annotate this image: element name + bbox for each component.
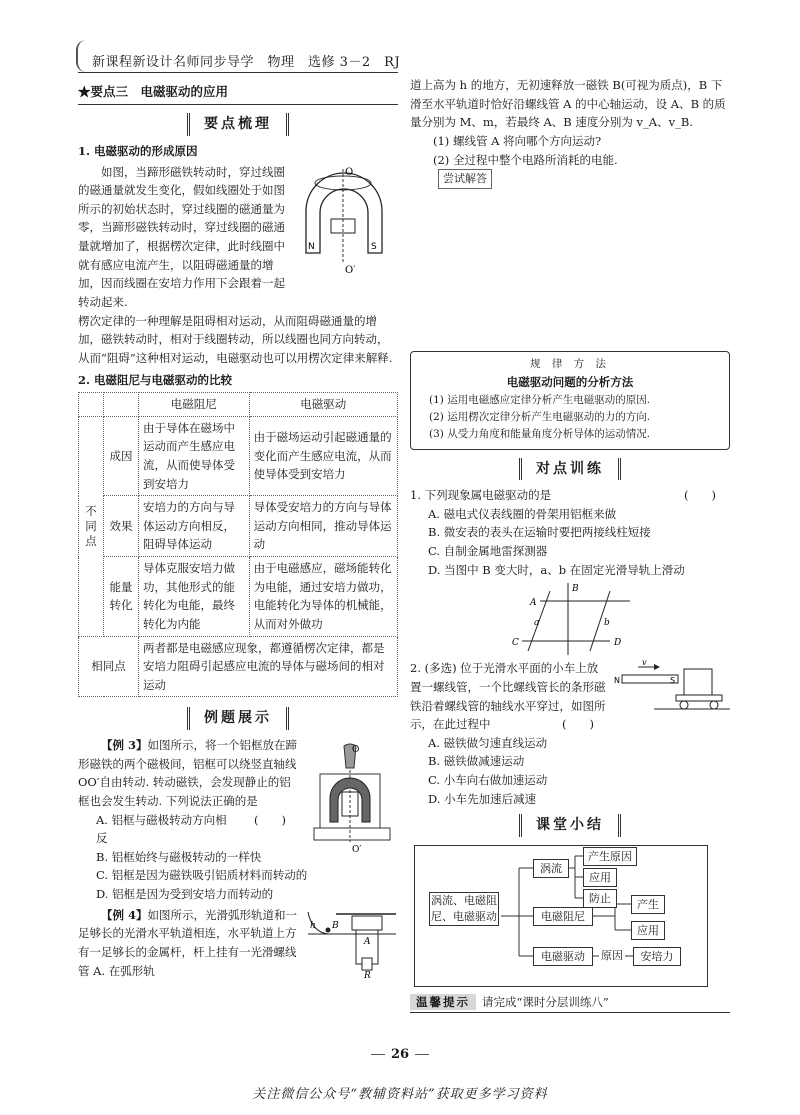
method-item: (3) 从受力角度和能量角度分析导体的运动情况. [429, 427, 651, 440]
example-4-question-2: (2) 全过程中整个电路所消耗的电能. [433, 152, 618, 167]
table-row [79, 496, 398, 557]
cart [676, 695, 722, 701]
label-a: a [534, 618, 540, 629]
answer-blank: ( ) [684, 488, 716, 503]
table-row [79, 636, 398, 697]
label-b: B [332, 920, 339, 931]
question-text: 1. 下列现象属电磁驱动的是 [410, 488, 552, 503]
label-d-cap: D [614, 638, 622, 649]
summary-item: 应用 [583, 868, 617, 887]
cell-damping: 由于导体在磁场中运动而产生感应电流，从而使导体受到安培力 [139, 416, 250, 496]
page-number: 26 [0, 1044, 800, 1065]
option-c: C. 自制金属地雷探测器 [428, 544, 548, 559]
answer-blank: ( ) [254, 812, 286, 827]
summary-damping: 电磁阻尼 [533, 907, 593, 926]
label-n: N [308, 241, 315, 252]
option-c: C. 铝框是因为磁铁吸引铝质材料而转动的 [96, 868, 308, 883]
question-1 [410, 486, 730, 579]
option-b: B. 微安表的表头在运输时要把两接线柱短接 [428, 525, 651, 540]
summary-item: 产生原因 [583, 847, 637, 866]
cell-damping: 导体克服安培力做功，其他形式的能转化为电能，最终转化为内能 [139, 557, 250, 637]
label-b: b [604, 618, 610, 629]
answer-blank: ( ) [562, 717, 594, 732]
section-heading-summary: 课堂小结 [410, 814, 730, 837]
label-s: S [371, 241, 377, 252]
header-damping: 电磁阻尼 [139, 393, 250, 417]
method-item: (2) 运用楞次定律分析产生电磁驱动的力的方向. [429, 410, 651, 423]
summary-root: 涡流、电磁阻尼、电磁驱动 [429, 892, 499, 926]
example-4-question-1: (1) 螺线管 A 将向哪个方向运动? [433, 133, 602, 148]
label-s: S [670, 676, 676, 686]
summary-item: 原因 [601, 949, 623, 963]
option-a: A. 磁铁做匀速直线运动 [428, 735, 548, 750]
left-column [78, 82, 398, 980]
option-a: A. 磁电式仪表线圈的骨架用铝框来做 [428, 506, 617, 521]
cell-driving: 由于磁场运动引起磁通量的变化而产生感应电流，从而使导体受到安培力 [249, 416, 397, 496]
summary-diagram [414, 845, 708, 987]
option-c: C. 小车向右做加速运动 [428, 773, 548, 788]
method-title: 电磁驱动问题的分析方法 [506, 374, 634, 389]
label-n: N [614, 676, 620, 686]
label-o-bottom: O′ [352, 845, 362, 855]
rotating-magnet-figure [298, 165, 398, 277]
resistor [362, 958, 372, 970]
option-a: A. 铝框与磁极转动方向相反 [96, 812, 227, 846]
label-h: h [310, 920, 316, 931]
cell-same: 两者都是电磁感应现象，都遵循楞次定律，都是安培力阻碍引起感应电流的导体与磁场间的相对运动 [139, 636, 398, 697]
base [314, 828, 390, 840]
tip-tag: 温馨提示 [410, 994, 476, 1010]
solenoid-a [352, 916, 382, 930]
option-b: B. 铝框始终与磁极转动的一样快 [96, 849, 262, 864]
table-row [79, 557, 398, 637]
tip-text: 请完成“课时分层训练八” [482, 995, 609, 1010]
summary-item: 产生 [631, 895, 665, 914]
header-bracket [76, 40, 88, 72]
summary-driving: 电磁驱动 [533, 947, 593, 966]
label-a-cap: A [530, 598, 537, 609]
section-heading-examples: 例题展示 [78, 707, 398, 730]
section-title: ★要点三 电磁驱动的应用 [78, 82, 398, 105]
label-c-cap: C [512, 638, 519, 649]
magnet-b [326, 927, 331, 932]
example-text: 如图所示，光滑弧形轨道和一足够长的光滑水平轨道相连，水平轨道上方有一足够长的金属杆，杆上挂有一光滑螺线管 A. 在弧形轨 [78, 907, 298, 978]
question-text: 2. (多选) 位于光滑水平面的小车上放置一螺线管，一个比螺线管长的条形磁铁沿着螺线管的轴线水平穿过，如图所示，在此过程中 [410, 661, 606, 732]
example-tag: 【例 3】 [101, 738, 148, 753]
section-heading-practice: 对点训练 [410, 458, 730, 481]
row-label: 相同点 [79, 636, 139, 697]
rail-figure [410, 581, 730, 657]
option-d: D. 当图中 B 变大时，a、b 在固定光滑导轨上滑动 [428, 562, 685, 577]
solenoid [684, 669, 712, 695]
section-heading-key-points: 要点梳理 [78, 113, 398, 136]
label-o-bottom: O′ [345, 264, 356, 276]
group-label: 不同点 [79, 416, 104, 636]
paragraph-cause: 如图，当蹄形磁铁转动时，穿过线圈的磁通量就发生变化，假如线圈处于如图所示的初始状态时，穿过线圈的磁通量为零，当蹄形磁铁转动时，穿过线圈的磁通量就增加了，根据楞次定律，此时线圈中就有感应电流产生，以阻碍磁通量的增加，因而线圈在安培力作用下会跟着一起转动起来. [78, 164, 285, 309]
subheading-cause: 1. 电磁驱动的形成原因 [78, 143, 198, 158]
cell-damping: 安培力的方向与导体运动方向相反，阻碍导体运动 [139, 496, 250, 557]
table-header-row [79, 393, 398, 417]
cart-magnet-figure [614, 659, 730, 719]
connector [501, 868, 533, 956]
option-d: D. 小车先加速后减速 [428, 791, 537, 806]
label-b-cap: B [572, 584, 579, 595]
table-row [79, 416, 398, 496]
answer-space [410, 189, 730, 339]
summary-eddy: 涡流 [533, 859, 569, 878]
method-tag: 规 律 方 法 [529, 357, 610, 370]
summary-item: 应用 [631, 921, 665, 940]
row-label: 能量转化 [104, 557, 139, 637]
example-4-continued: 道上高为 h 的地方，无初速释放一磁铁 B(可视为质点)，B 下滑至水平轨道时恰好沿螺线管 A 的中心轴运动，设 A、B 的质量分别为 M、m，若最终 A、B 速度分别为 v_A、v_B. [410, 78, 726, 130]
summary-item: 安培力 [633, 947, 681, 966]
solenoid-track-figure [306, 908, 398, 978]
cell-driving: 导体受安培力的方向与导体运动方向相同，推动导体运动 [249, 496, 397, 557]
example-tag: 【例 4】 [101, 907, 148, 922]
label-r: R [364, 970, 371, 978]
label-a: A [364, 936, 371, 947]
header-title: 新课程新设计名师同步导学 物理 选修 3－2 RJ [92, 55, 401, 70]
header-rule [78, 72, 398, 73]
label-v: v [642, 659, 647, 668]
method-item: (1) 运用电磁感应定律分析产生电磁驱动的原因. [429, 393, 651, 406]
option-d: D. 铝框是因为受到安培力而转动的 [96, 887, 274, 902]
paragraph-lenz: 楞次定律的一种理解是阻碍相对运动，从而阻碍磁通量的增加，磁铁转动时，相对于线圈转动，所以线圈也同方向转动，从而“阻碍”这种相对运动，电磁驱动也可以用楞次定律来解释. [78, 313, 393, 365]
label-o-top: O [352, 745, 360, 756]
right-column [410, 76, 730, 1013]
row-label: 效果 [104, 496, 139, 557]
cell-driving: 由于电磁感应，磁场能转化为电能，通过安培力做功，电能转化为导体的机械能，从而对外做功 [249, 557, 397, 637]
method-box [410, 351, 730, 450]
aluminum-frame-figure [306, 742, 398, 854]
header-driving: 电磁驱动 [249, 393, 397, 417]
example-text: 如图所示，将一个铝框放在蹄形磁铁的两个磁极间，铝框可以绕竖直轴线 OO′自由转动. 转动磁铁，会发现静止的铝框也会发生转动. 下列说法正确的是 [78, 738, 298, 808]
comparison-table [78, 392, 398, 697]
footer-note: 关注微信公众号“教辅资料站”获取更多学习资料 [252, 1087, 548, 1102]
row-label: 成因 [104, 416, 139, 496]
summary-item: 防止 [583, 889, 617, 908]
subheading-compare: 2. 电磁阻尼与电磁驱动的比较 [78, 373, 233, 388]
option-b: B. 磁铁做减速运动 [428, 754, 525, 769]
tip-bar [410, 993, 730, 1013]
label-o-top: O [345, 166, 354, 178]
trial-answer-label: 尝试解答 [438, 169, 492, 189]
